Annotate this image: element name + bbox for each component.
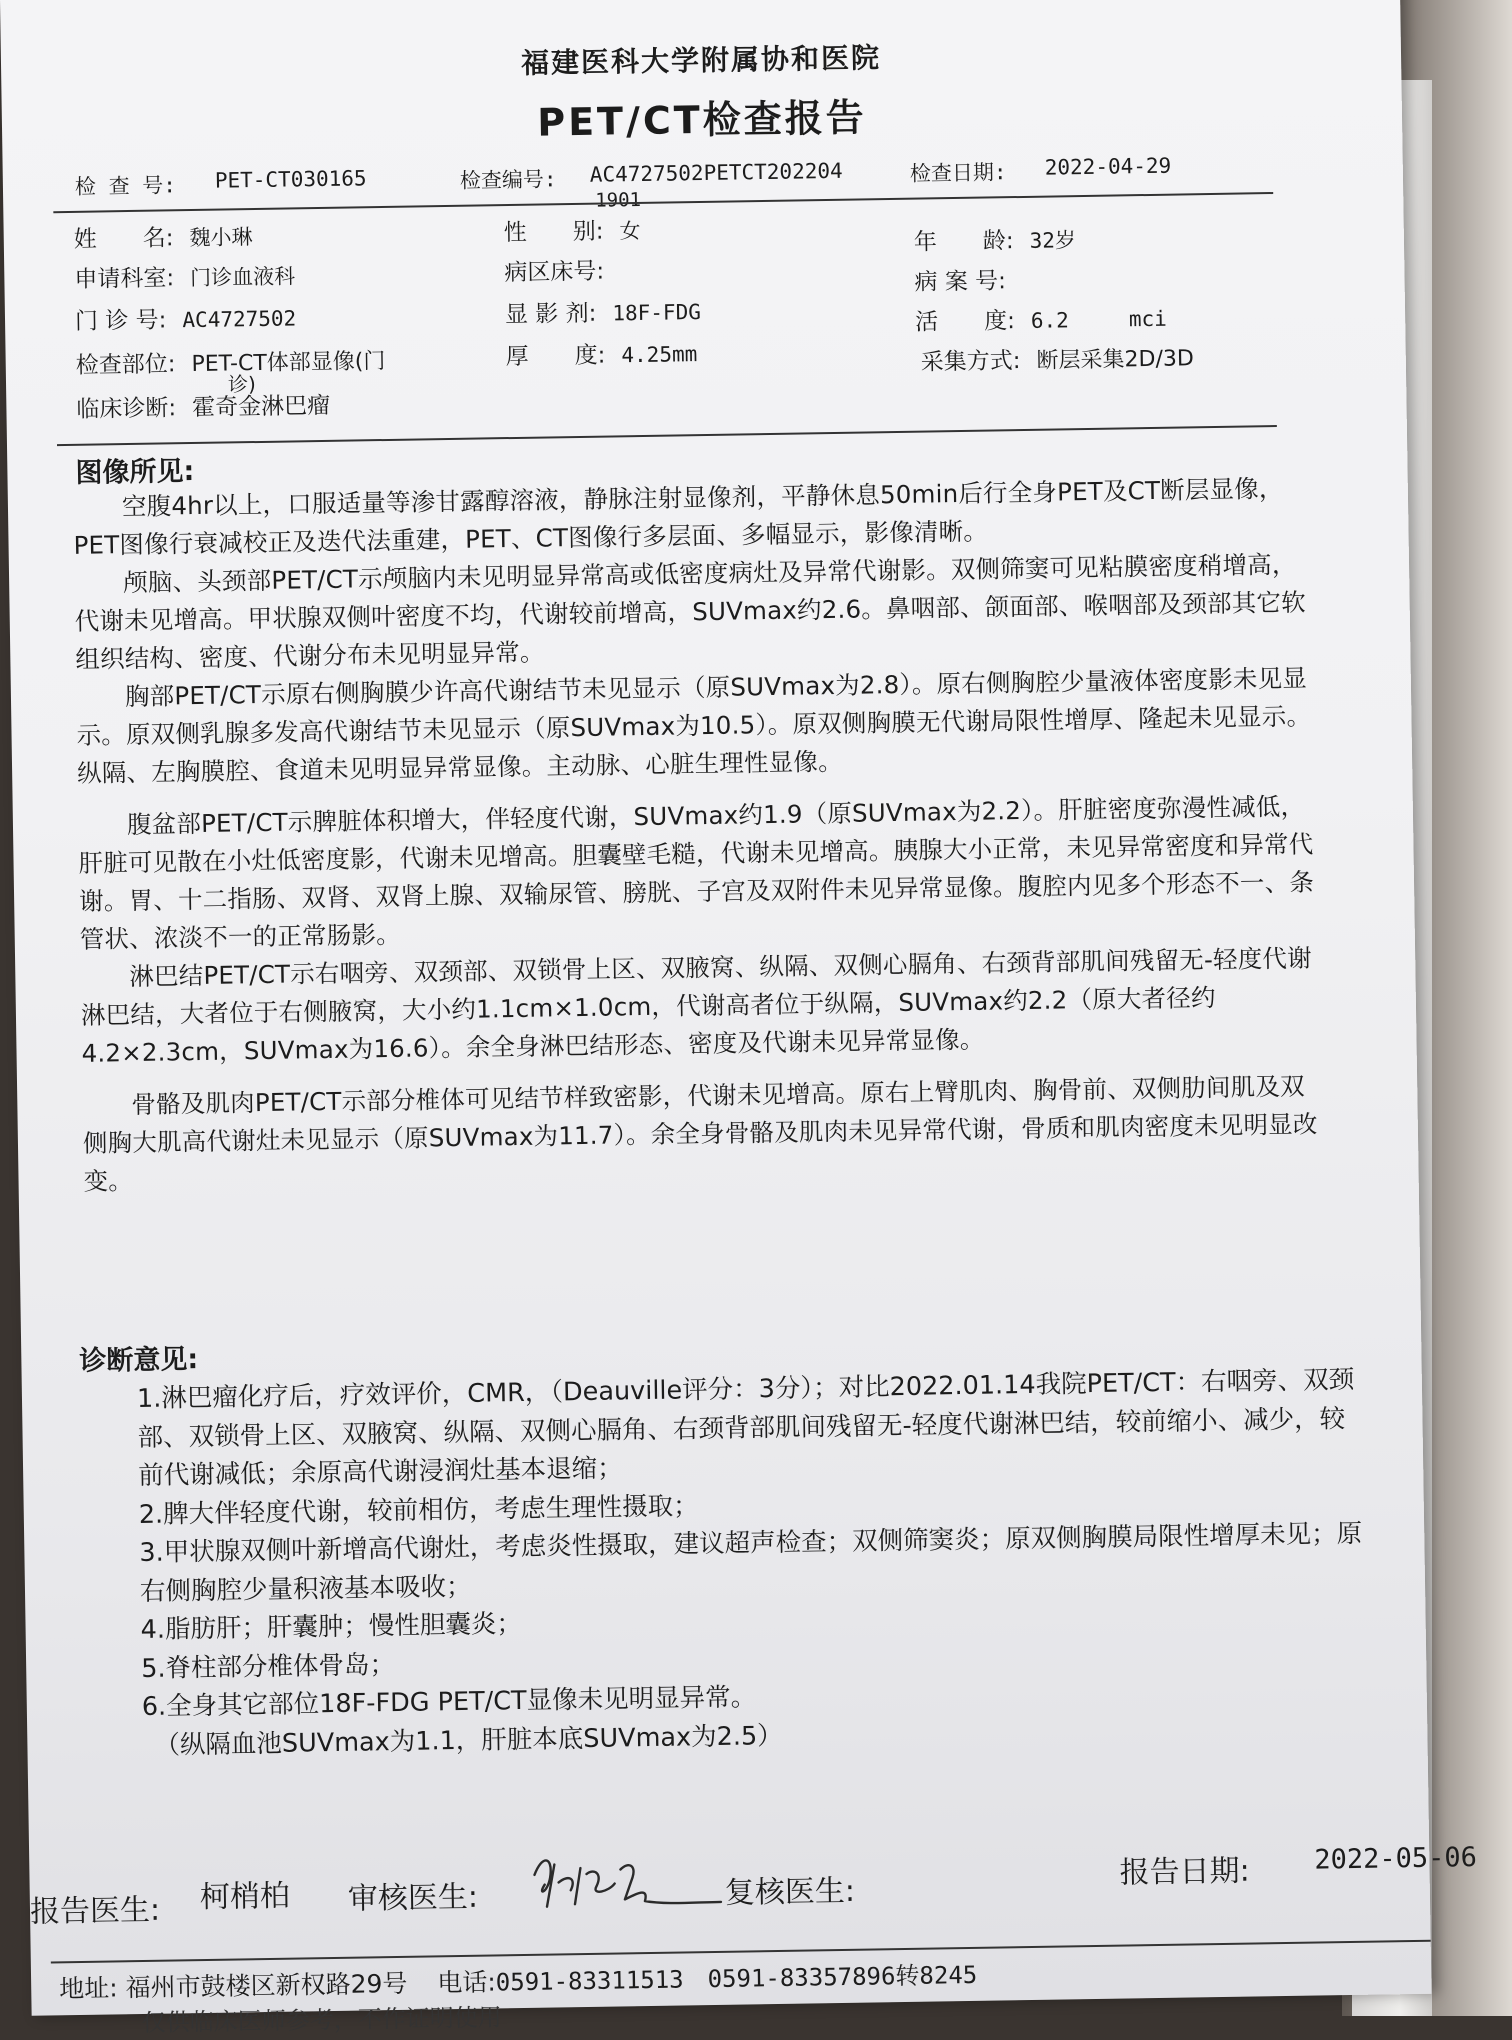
thickness-value: 4.25mm xyxy=(621,342,697,367)
exam-date-label: 检查日期: xyxy=(910,156,1007,188)
report-title: PET/CT检查报告 xyxy=(2,78,1403,155)
patient-sex-value: 女 xyxy=(619,219,640,243)
exam-date-value: 2022-04-29 xyxy=(1045,154,1172,180)
findings-paragraph-head-neck: 颅脑、头颈部PET/CT示颅脑内未见明显异常高或低密度病灶及异常代谢影。双侧筛窦可见粘膜密度稍增高，代谢未见增高。甲状腺双侧叶密度不均，代谢较前增高，SUVmax约2.6。鼻咽部、颌面部、喉咽部及颈部其它软组织结构、密度、代谢分布未见明显异常。 xyxy=(74,545,1316,678)
patient-age-value: 32岁 xyxy=(1029,228,1076,253)
clinic-no-field xyxy=(75,299,297,335)
diagnosis-item: 4.脂肪肝；肝囊肿；慢性胆囊炎； xyxy=(140,1592,1370,1650)
findings-paragraph-lymph: 淋巴结PET/CT示右咽旁、双颈部、双锁骨上区、双腋窝、纵隔、双侧心膈角、右颈背部肌间残留无-轻度代谢淋巴结，大者位于右侧腋窝，大小约1.1cm×1.0cm，代谢高者位于纵隔，SUVmax约2.2（原大者径约4.2×2.3cm，SUVmax为16.6）。余全身淋巴结形态、密度及代谢未见异常显像。 xyxy=(80,939,1322,1072)
tracer-field xyxy=(505,293,701,329)
signature-row xyxy=(29,1853,1430,1935)
case-field xyxy=(914,262,1022,297)
acquisition-field xyxy=(921,339,1195,376)
hospital-name: 福建医科大学附属协和医院 xyxy=(1,28,1401,90)
ward-field xyxy=(504,252,620,287)
report-date-label: 报告日期: xyxy=(1119,1846,1250,1892)
activity-field xyxy=(915,300,1167,337)
footer-contact xyxy=(59,1955,978,2005)
rechecker-label: 复核医生: xyxy=(724,1866,855,1912)
diagnosis-item: 5.脊柱部分椎体骨岛； xyxy=(141,1630,1371,1688)
thickness-field xyxy=(505,335,697,371)
clinical-diagnosis-value: 霍奇金淋巴瘤 xyxy=(192,393,330,421)
exam-no-value: PET-CT030165 xyxy=(215,166,367,192)
thickness-label: 厚 度: xyxy=(505,337,605,372)
diagnosis-item: 1.淋巴瘤化疗后，疗效评价，CMR，（Deauville评分：3分）；对比2022.01.14我院PET/CT：右咽旁、双颈部、双锁骨上区、双腋窝、纵隔、双侧心膈角、右颈背部肌间残留无-轻度代谢淋巴结，较前缩小、减少，较前代谢减低；余原高代谢浸润灶基本退缩； xyxy=(137,1361,1369,1496)
exam-code-label: 检查编号: xyxy=(460,163,557,195)
findings-paragraph-chest: 胸部PET/CT示原右侧胸膜少许高代谢结节未见显示（原SUVmax为2.8）。原右侧胸腔少量液体密度影未见显示。原双侧乳腺多发高代谢结节未见显示（原SUVmax为10.5）。原双侧胸膜无代谢局限性增厚、隆起未见显示。纵隔、左胸膜腔、食道未见明显异常显像。主动脉、心脏生理性显像。 xyxy=(76,659,1318,792)
diagnosis-item: 3.甲状腺双侧叶新增高代谢灶，考虑炎性摄取，建议超声检查；双侧筛窦炎；原双侧胸膜局限性增厚未见；原右侧胸腔少量积液基本吸收； xyxy=(139,1515,1370,1611)
diagnosis-item: 2.脾大伴轻度代谢，较前相仿，考虑生理性摄取； xyxy=(139,1476,1369,1534)
reporter-name: 柯梢柏 xyxy=(199,1871,290,1916)
diagnosis-title: 诊断意见: xyxy=(79,1337,198,1378)
acquisition-label: 采集方式: xyxy=(921,342,1021,377)
exam-code-continued: 1901 xyxy=(595,189,641,212)
findings-paragraph-procedure: 空腹4hr以上，口服适量等渗甘露醇溶液，静脉注射显像剂，平静休息50min后行全身PET及CT断层显像，PET图像行衰减校正及迭代法重建，PET、CT图像行多层面、多幅显示，影像清晰。 xyxy=(73,469,1314,564)
reviewer-label: 审核医生: xyxy=(347,1872,478,1918)
clinical-diagnosis-label: 临床诊断: xyxy=(76,389,176,424)
patient-name-field xyxy=(73,218,252,254)
findings-paragraph-abdomen: 腹盆部PET/CT示脾脏体积增大，伴轻度代谢，SUVmax约1.9（原SUVmax为2.2）。肝脏密度弥漫性减低，肝脏可见散在小灶低密度影，代谢未见增高。胆囊壁毛糙，代谢未见增高。胰腺大小正常，未见异常密度和异常代谢。胃、十二指肠、双肾、双肾上腺、双输尿管、膀胱、子宫及双附件未见异常显像。腹腔内见多个形态不一、条管状、浓淡不一的正常肠影。 xyxy=(78,787,1320,958)
activity-label: 活 度: xyxy=(915,302,1015,337)
activity-value: 6.2 xyxy=(1031,308,1069,333)
exam-header-row xyxy=(75,151,1325,171)
patient-age-field xyxy=(914,221,1077,257)
diagnosis-item: 6.全身其它部位18F-FDG PET/CT显像未见明显异常。 xyxy=(142,1669,1372,1727)
tracer-label: 显 影 剂: xyxy=(505,295,597,329)
report-date-value: 2022-05-06 xyxy=(1314,1842,1477,1876)
findings-paragraph-bone-muscle: 骨骼及肌肉PET/CT示部分椎体可见结节样致密影，代谢未见增高。原右上臂肌肉、胸骨前、双侧肋间肌及双侧胸大肌高代谢灶未见显示（原SUVmax为11.7）。余全身骨骼及肌肉未见异常代谢，骨质和肌肉密度未见明显改变。 xyxy=(82,1067,1324,1200)
header-divider xyxy=(53,192,1273,213)
patient-name-label: 姓 名: xyxy=(73,219,173,254)
patient-info-divider xyxy=(57,425,1277,446)
reporter-label: 报告医生: xyxy=(30,1885,161,1931)
reviewer-signature xyxy=(524,1842,725,1925)
patient-name-value: 魏小琳 xyxy=(189,225,252,250)
patient-age-label: 年 龄: xyxy=(914,222,1014,257)
exam-site-continued: 诊) xyxy=(228,368,256,397)
findings-body xyxy=(73,469,1324,1200)
findings-title: 图像所见: xyxy=(75,449,194,490)
patient-sex-label: 性 别: xyxy=(503,213,603,248)
clinic-no-label: 门 诊 号: xyxy=(75,301,167,335)
patient-sex-field xyxy=(503,212,640,247)
exam-site-label: 检查部位: xyxy=(75,345,175,380)
exam-no-label: 检 查 号: xyxy=(75,169,176,201)
clinic-no-value: AC4727502 xyxy=(182,306,296,332)
acquisition-value: 断层采集2D/3D xyxy=(1036,346,1194,373)
exam-code-value: AC4727502PETCT202204 xyxy=(590,159,843,187)
dept-value: 门诊血液科 xyxy=(190,264,295,290)
footer-note: 仅供临床医师参考，不作证明使用 xyxy=(141,1997,502,2038)
ward-label: 病区床号: xyxy=(504,253,604,288)
tracer-value: 18F-FDG xyxy=(612,300,701,325)
case-label: 病 案 号: xyxy=(914,262,1006,296)
activity-unit: mci xyxy=(1129,307,1167,332)
dept-field xyxy=(74,257,295,293)
dept-label: 申请科室: xyxy=(74,259,174,294)
clinical-diagnosis-field xyxy=(76,387,330,424)
phone-value: 0591-83311513 0591-83357896转8245 xyxy=(496,1961,978,1997)
diagnosis-list xyxy=(137,1361,1373,1765)
diagnosis-note: （纵隔血池SUVmax为1.1，肝脏本底SUVmax为2.5） xyxy=(142,1707,1372,1765)
exam-site-value: PET-CT体部显像(门 xyxy=(191,349,385,377)
address-value: 福州市鼓楼区新权路29号 xyxy=(125,1969,407,2002)
phone-label: 电话: xyxy=(437,1967,496,1997)
address-label: 地址: xyxy=(59,1973,118,2003)
